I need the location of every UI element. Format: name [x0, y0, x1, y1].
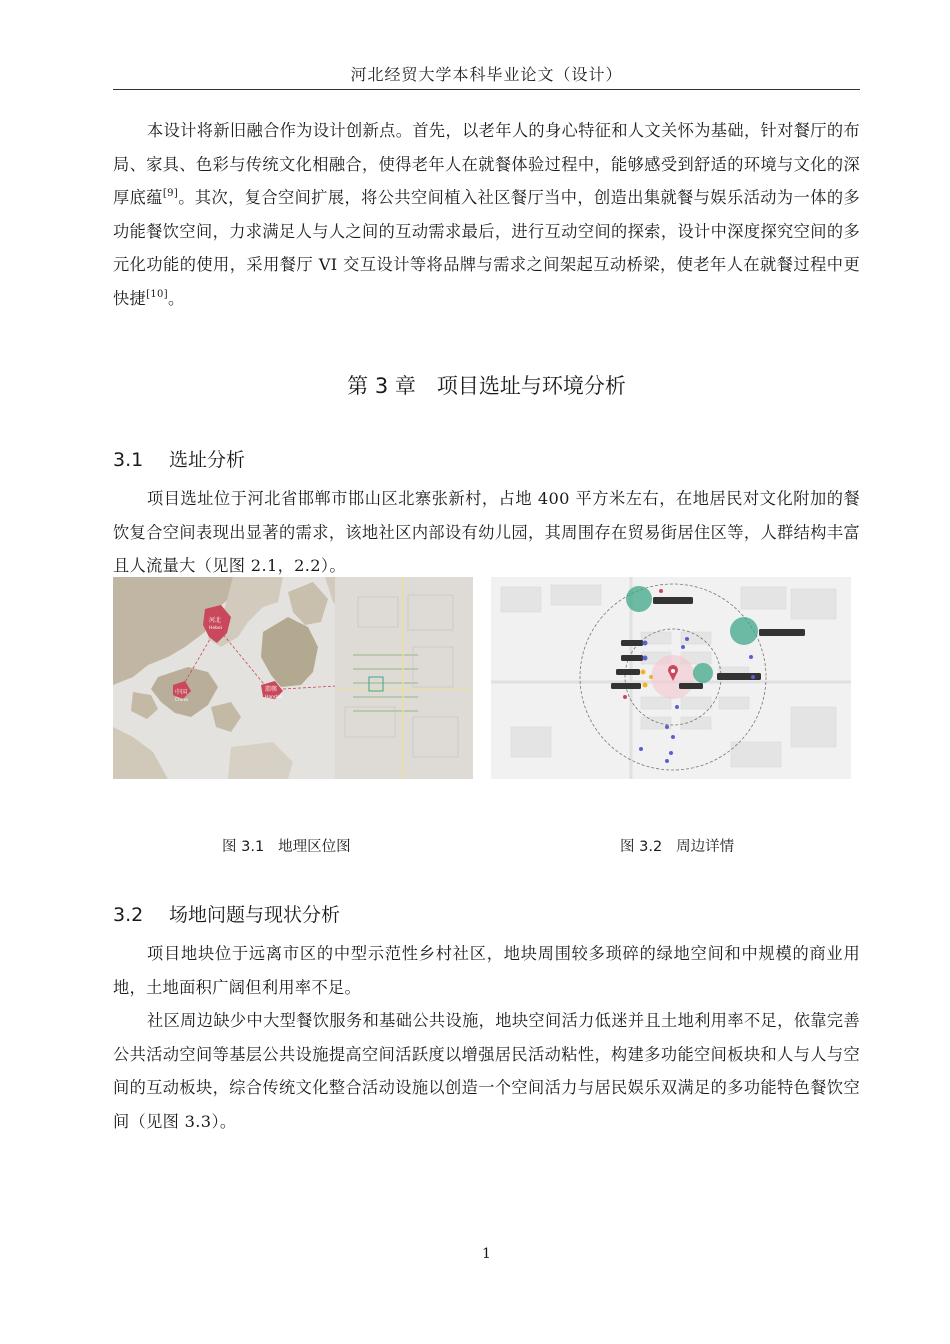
section-number: 3.2: [113, 904, 144, 926]
label-china-en: China: [175, 698, 188, 703]
location-map: [113, 577, 473, 779]
section-number: 3.1: [113, 449, 144, 471]
figure-caption-text: 地理区位图: [278, 839, 351, 855]
page-number: 1: [482, 1246, 491, 1262]
figure-number: 图 3.2: [620, 839, 663, 855]
chapter-title: 第 3 章 项目选址与环境分析: [347, 374, 626, 398]
location-map-figure: [113, 577, 473, 779]
section-title: 场地问题与现状分析: [169, 904, 341, 926]
citation-9: [9]: [162, 188, 179, 199]
section-3-1-paragraph: 项目选址位于河北省邯郸市邯山区北寨张新村，占地 400 平方米左右，在地居民对文化附加的餐饮复合空间表现出显著的需求，该地社区内部设有幼儿园，其周围存在贸易街居住区等，人群结构丰富且人流量大（见图 2.1，2.2）。: [113, 489, 860, 575]
section-3-1-heading: [113, 445, 245, 472]
intro-text: 本设计将新旧融合作为设计创新点。首先，以老年人的身心特征和人文关怀为基础，针对餐厅的布局、家具、色彩与传统文化相融合，使得老年人在就餐体验过程中，能够感受到舒适的环境与文化的深厚底蕴: [113, 121, 860, 207]
intro-paragraph: [113, 114, 860, 315]
page-header: 河北经贸大学本科毕业论文（设计）: [350, 65, 623, 84]
label-hebei-en: Hebei: [209, 626, 223, 631]
figure-3-1-caption: [222, 835, 351, 856]
section-title: 选址分析: [169, 449, 246, 471]
label-handan-cn: 邯郸: [265, 686, 278, 693]
citation-10: [10]: [146, 288, 169, 300]
surroundings-map: [491, 577, 851, 779]
figure-number: 图 3.1: [222, 839, 265, 855]
label-handan-en: Handan: [265, 695, 283, 700]
header-rule: [113, 89, 860, 90]
intro-text-3: 。: [168, 288, 185, 308]
label-china-cn: 中国: [175, 689, 188, 696]
intro-text-2: 。其次，复合空间扩展，将公共空间植入社区餐厅当中，创造出集就餐与娱乐活动为一体的多功能餐饮空间，力求满足人与人之间的互动需求最后，进行互动空间的探索，设计中深度探究空间的多元化功能的使用，采用餐厅 VI 交互设计等将品牌与需求之间架起互动桥梁，使老年人在就餐过程中更快捷: [113, 188, 860, 308]
surroundings-map-figure: [491, 577, 851, 779]
figure-caption-text: 周边详情: [676, 839, 735, 855]
section-3-2-heading: [113, 900, 340, 927]
figure-3-2-caption: [620, 835, 734, 856]
section-3-2-paragraph-1: 项目地块位于远离市区的中型示范性乡村社区，地块周围较多琐碎的绿地空间和中规模的商业用地，土地面积广阔但利用率不足。: [113, 944, 860, 997]
label-hebei-cn: 河北: [209, 617, 222, 624]
section-3-2-paragraph-2: 社区周边缺少中大型餐饮服务和基础公共设施，地块空间活力低迷并且土地利用率不足，依靠完善公共活动空间等基层公共设施提高空间活跃度以增强居民活动粘性，构建多功能空间板块和人与人与空间的互动板块，综合传统文化整合活动设施以创造一个空间活力与居民娱乐双满足的多功能特色餐饮空间（见图 3.3）。: [113, 1011, 860, 1131]
